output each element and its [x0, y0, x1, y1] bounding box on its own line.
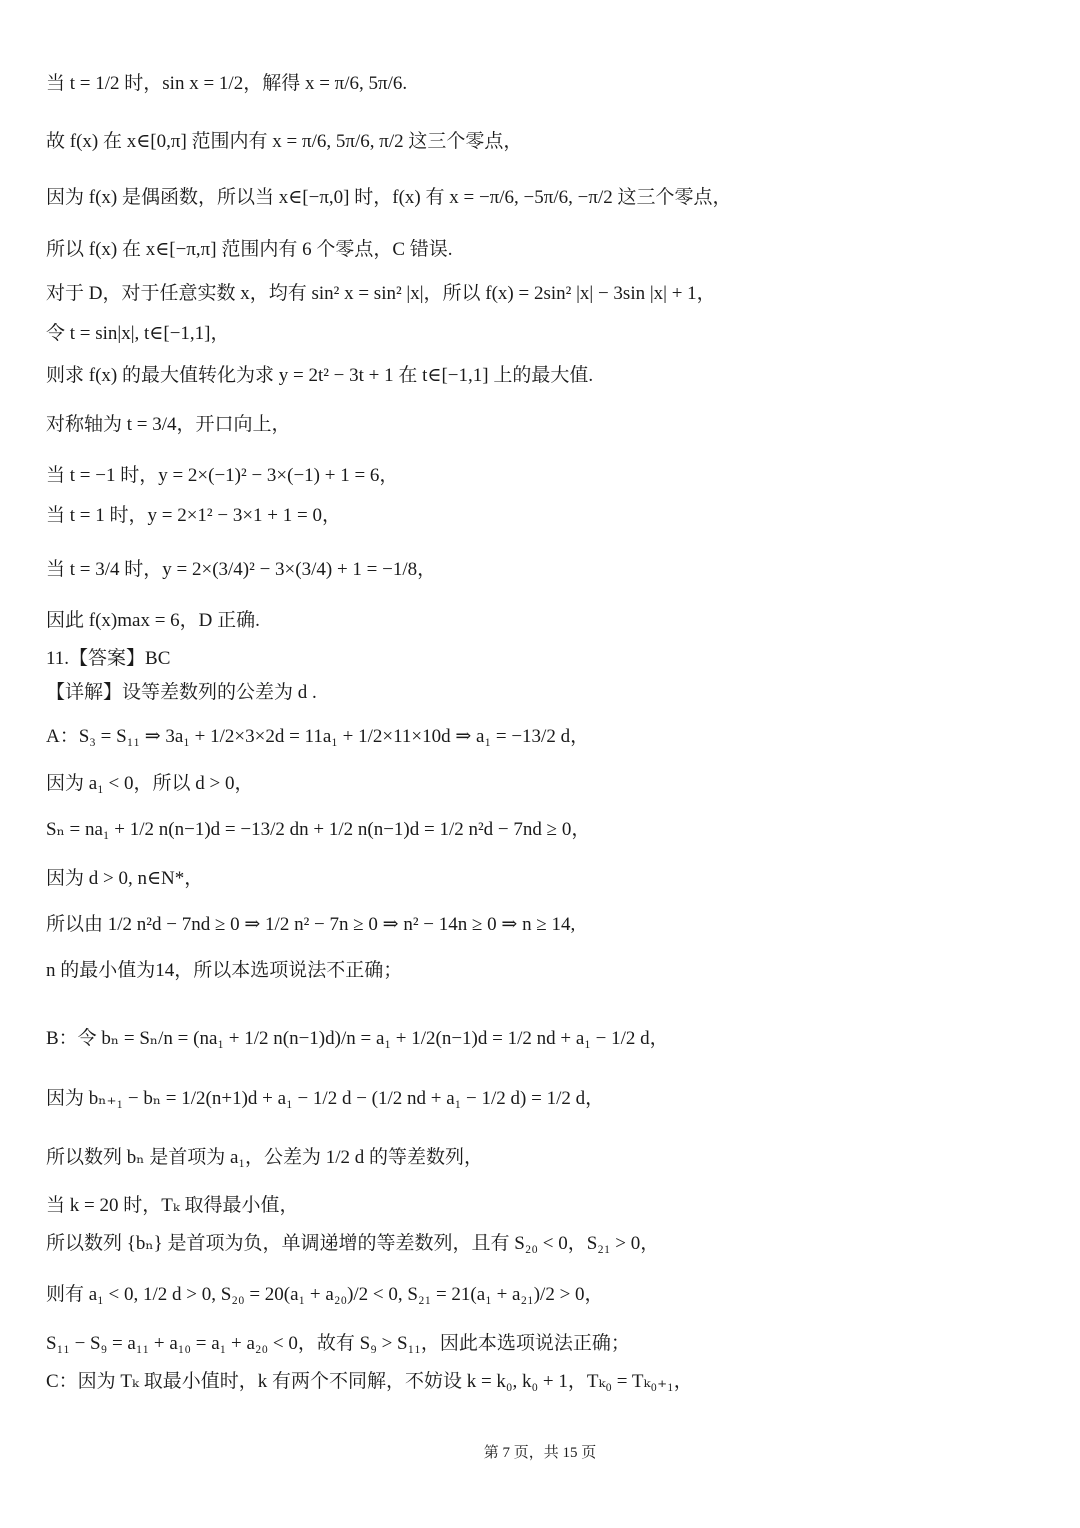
- text-line: 因为 d > 0, n∈N*，: [46, 868, 204, 889]
- text-line: S₁₁ − S₉ = a₁₁ + a₁₀ = a₁ + a₂₀ < 0，故有 S₉ > S₁₁，因此本选项说法正确；: [46, 1333, 630, 1354]
- text-line: 当 t = 1/2 时，sin x = 1/2，解得 x = π/6, 5π/6.: [46, 73, 408, 94]
- text-line: 则求 f(x) 的最大值转化为求 y = 2t² − 3t + 1 在 t∈[−1,1] 上的最大值.: [46, 365, 594, 386]
- text-line: 因为 bₙ₊₁ − bₙ = 1/2(n+1)d + a₁ − 1/2 d − (1/2 nd + a₁ − 1/2 d) = 1/2 d，: [46, 1088, 605, 1109]
- text-line: 对于 D，对于任意实数 x，均有 sin² x = sin² |x|，所以 f(x) = 2sin² |x| − 3sin |x| + 1，: [46, 283, 716, 304]
- text-line: 令 t = sin|x|, t∈[−1,1]，: [46, 323, 230, 344]
- text-line: C：因为 Tₖ 取最小值时，k 有两个不同解，不妨设 k = k₀, k₀ + 1，Tₖ₀ = Tₖ₀₊₁，: [46, 1371, 693, 1392]
- text-line: 所以数列 {bₙ} 是首项为负，单调递增的等差数列，且有 S₂₀ < 0，S₂₁ > 0，: [46, 1233, 660, 1254]
- text-line: n 的最小值为14，所以本选项说法不正确；: [46, 960, 403, 981]
- text-line: 所以 f(x) 在 x∈[−π,π] 范围内有 6 个零点，C 错误.: [46, 239, 453, 260]
- text-line: 当 t = 3/4 时，y = 2×(3/4)² − 3×(3/4) + 1 = −1/8，: [46, 559, 437, 580]
- answer-heading: 11.【答案】BC: [46, 648, 171, 669]
- text-line: 当 t = 1 时，y = 2×1² − 3×1 + 1 = 0，: [46, 505, 341, 526]
- text-line: 当 k = 20 时，Tₖ 取得最小值，: [46, 1195, 299, 1216]
- text-line: 因为 a₁ < 0，所以 d > 0，: [46, 773, 254, 794]
- text-line: 所以由 1/2 n²d − 7nd ≥ 0 ⇒ 1/2 n² − 7n ≥ 0 ⇒ n² − 14n ≥ 0 ⇒ n ≥ 14,: [46, 914, 576, 935]
- text-line: 则有 a₁ < 0, 1/2 d > 0, S₂₀ = 20(a₁ + a₂₀)/2 < 0, S₂₁ = 21(a₁ + a₂₁)/2 > 0，: [46, 1284, 604, 1305]
- text-line: B：令 bₙ = Sₙ/n = (na₁ + 1/2 n(n−1)d)/n = a₁ + 1/2(n−1)d = 1/2 nd + a₁ − 1/2 d，: [46, 1028, 669, 1049]
- text-line: 对称轴为 t = 3/4，开口向上，: [46, 414, 291, 435]
- text-line: 因为 f(x) 是偶函数，所以当 x∈[−π,0] 时，f(x) 有 x = −π/6, −5π/6, −π/2 这三个零点，: [46, 187, 732, 208]
- text-line: 当 t = −1 时，y = 2×(−1)² − 3×(−1) + 1 = 6，: [46, 465, 399, 486]
- text-line: Sₙ = na₁ + 1/2 n(n−1)d = −13/2 dn + 1/2 n(n−1)d = 1/2 n²d − 7nd ≥ 0，: [46, 819, 591, 840]
- text-line: 【详解】设等差数列的公差为 d .: [46, 682, 317, 703]
- text-line: A：S₃ = S₁₁ ⇒ 3a₁ + 1/2×3×2d = 11a₁ + 1/2×11×10d ⇒ a₁ = −13/2 d，: [46, 726, 590, 747]
- text-line: 故 f(x) 在 x∈[0,π] 范围内有 x = π/6, 5π/6, π/2 这三个零点，: [46, 131, 523, 152]
- text-line: 所以数列 bₙ 是首项为 a₁，公差为 1/2 d 的等差数列，: [46, 1147, 484, 1168]
- page-number-footer: 第 7 页，共 15 页: [483, 1445, 597, 1461]
- text-line: 因此 f(x)max = 6，D 正确.: [46, 610, 260, 631]
